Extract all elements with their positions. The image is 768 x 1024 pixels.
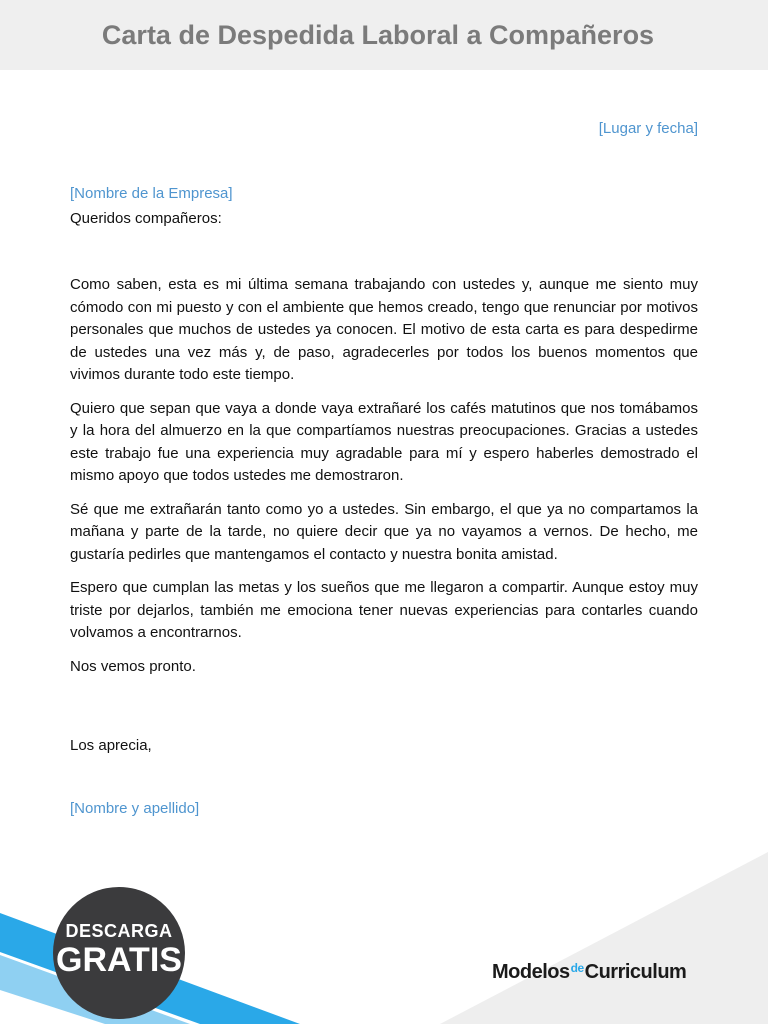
badge-label-main: GRATIS — [56, 941, 182, 979]
brand-logo — [492, 961, 686, 984]
letter-paragraph: Quiero que sepan que vaya a donde vaya extrañaré los cafés matutinos que nos tomábamos y la hora del almuerzo en la que compartíamos nuestras preocupaciones. Gracias a ustedes este trabajo fue una experiencia muy agradable para mí y espero haberles demostrado el mismo apoyo que todos ustedes me demostraron. — [70, 399, 698, 484]
place-date-placeholder: [Lugar y fecha] — [598, 120, 698, 137]
letter-paragraph: Sé que me extrañarán tanto como yo a ustedes. Sin embargo, el que ya no compartamos la mañana y parte de la tarde, no quiere decir que ya no vayamos a vernos. De hecho, me gustaría pedirles que mantengamos el contacto y nuestra bonita amistad. — [70, 500, 698, 563]
letter-closing: Los aprecia, — [70, 737, 152, 754]
letter-paragraph: Como saben, esta es mi última semana trabajando con ustedes y, aunque me siento muy cómodo con mi puesto y con el ambiente que hemos creado, tengo que renunciar por motivos personales que muchos de ustedes ya conocen. El motivo de esta carta es para despedirme de ustedes una vez más y, de paso, agradecerles por todos los buenos momentos que vivimos durante todo este tiempo. — [70, 276, 698, 383]
letter-greeting: Queridos compañeros: — [70, 210, 222, 227]
signature-placeholder: [Nombre y apellido] — [70, 800, 200, 817]
letter-paragraph: Espero que cumplan las metas y los sueños que me llegaron a compartir. Aunque estoy muy triste por dejarlos, también me emociona tener nuevas experiencias para contarles cuando volvamos a encontrarnos. — [70, 579, 698, 641]
logo-text-part3: Curriculum — [584, 961, 687, 983]
company-placeholder: [Nombre de la Empresa] — [70, 185, 233, 202]
page-title: Carta de Despedida Laboral a Compañeros — [101, 20, 655, 50]
download-free-badge[interactable] — [53, 887, 185, 1019]
letter-paragraph: Nos vemos pronto. — [70, 657, 196, 675]
badge-label-top: DESCARGA — [65, 921, 173, 941]
logo-text-part2: de — [570, 961, 584, 975]
gray-stripe-shape — [440, 852, 768, 1024]
logo-text-part1: Modelos — [492, 961, 570, 983]
